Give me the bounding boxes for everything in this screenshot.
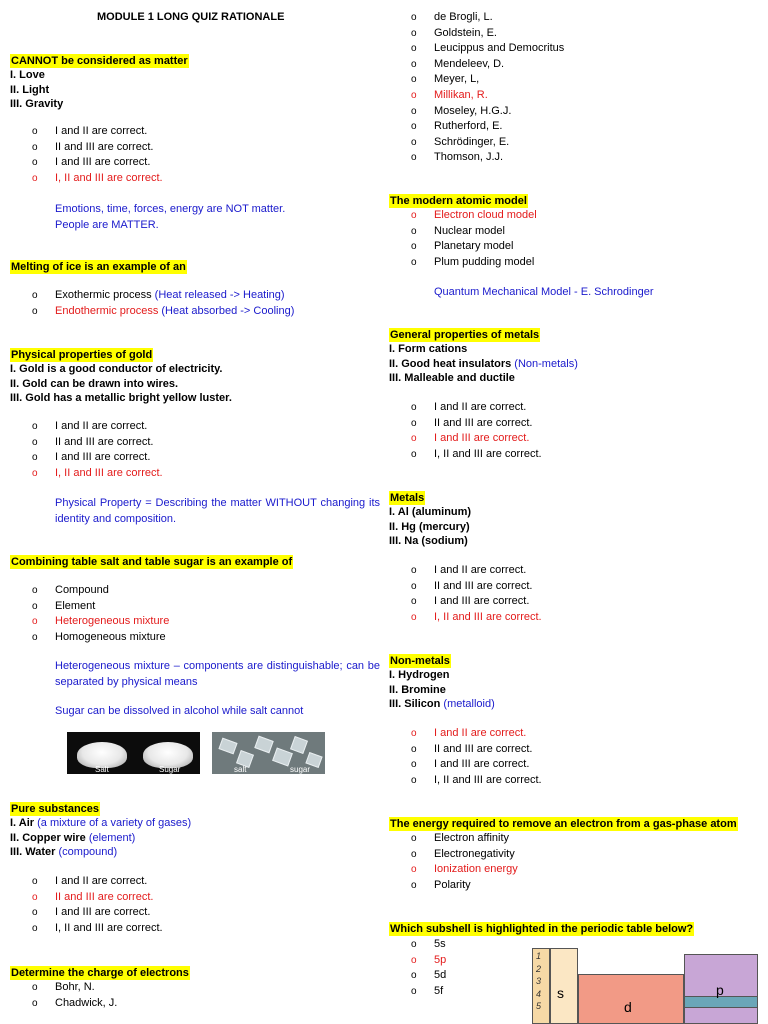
question-block-1: [10, 54, 189, 112]
option[interactable]: o I and III are correct.: [32, 905, 163, 921]
option-note: (Heat released -> Heating): [154, 289, 285, 301]
d-block-label: d: [624, 999, 632, 1015]
option[interactable]: o I and III are correct.: [411, 594, 542, 610]
crystal: [290, 736, 308, 754]
option[interactable]: o I and II are correct.: [32, 419, 163, 435]
statement: II. Hg (mercury): [389, 520, 470, 533]
option[interactable]: o Electronegativity: [411, 847, 518, 863]
option[interactable]: o Compound: [32, 583, 169, 599]
option[interactable]: o Polarity: [411, 878, 518, 894]
statement: [389, 342, 578, 357]
question-heading: General properties of metals: [390, 329, 540, 341]
explanation-line: People are MATTER.: [55, 218, 159, 231]
option[interactable]: o Schrödinger, E.: [411, 135, 564, 151]
option[interactable]: o I and III are correct.: [411, 757, 542, 773]
correct-option[interactable]: o Heterogeneous mixture: [32, 614, 169, 630]
image-label: Salt: [95, 765, 109, 774]
explanation-line: Emotions, time, forces, energy are NOT matter.: [55, 203, 286, 215]
option[interactable]: o I and II are correct.: [411, 563, 542, 579]
answer-options-8: [411, 400, 542, 462]
question-heading: The energy required to remove an electron from a gas-phase atom: [390, 818, 737, 830]
statement: [10, 831, 191, 846]
statement-note: (a mixture of a variety of gases): [37, 817, 192, 829]
statement-note: (compound): [58, 846, 118, 858]
page-title: MODULE 1 LONG QUIZ RATIONALE: [97, 11, 285, 23]
period-label: 5: [536, 1001, 542, 1011]
question-block-9: [389, 491, 471, 549]
correct-option[interactable]: o Electron cloud model: [411, 208, 537, 224]
crystal: [254, 736, 273, 754]
statement: [389, 697, 495, 712]
option[interactable]: o Chadwick, J.: [32, 996, 117, 1012]
correct-option[interactable]: o Ionization energy: [411, 862, 518, 878]
option[interactable]: o Planetary model: [411, 239, 537, 255]
salt-sugar-photo: [67, 732, 200, 774]
statement: [389, 668, 495, 683]
explanation: Sugar can be dissolved in alcohol while salt cannot: [55, 705, 304, 717]
answer-options-9: [411, 563, 542, 625]
question-heading: CANNOT be considered as matter: [11, 55, 188, 67]
option[interactable]: o II and III are correct.: [411, 579, 542, 595]
answer-options-3: [32, 419, 163, 481]
option[interactable]: o Electron affinity: [411, 831, 518, 847]
option[interactable]: o 5s: [411, 937, 446, 953]
option[interactable]: o II and III are correct.: [411, 416, 542, 432]
option[interactable]: o II and III are correct.: [32, 140, 163, 156]
question-block-7: [389, 194, 528, 208]
question-block-3: [10, 348, 232, 406]
statement-note: (element): [88, 831, 136, 844]
explanation: Physical Property = Describing the matter WITHOUT changing its identity and composition.: [55, 497, 380, 525]
question-block-11: [389, 817, 738, 831]
correct-option[interactable]: o I and III are correct.: [411, 431, 542, 447]
question-block-6: [10, 966, 190, 980]
correct-option[interactable]: o II and III are correct.: [32, 890, 163, 906]
statement-text: II. Bromine: [389, 683, 446, 696]
question-block-4: [10, 555, 293, 569]
correct-option[interactable]: o I, II and III are correct.: [32, 171, 163, 187]
statement: III. Gravity: [10, 98, 64, 110]
question-heading: Combining table salt and table sugar is an example of: [11, 556, 293, 568]
statement-text: III. Water: [10, 846, 59, 858]
answer-options-12: [411, 937, 446, 999]
option[interactable]: o de Brogli, L.: [411, 10, 564, 26]
statement-text: II. Good heat insulators: [389, 357, 515, 370]
question-block-5: [10, 802, 191, 860]
option[interactable]: o I and II are correct.: [411, 400, 542, 416]
image-label: salt: [234, 765, 247, 774]
option-text: Exothermic process: [55, 289, 155, 301]
statement: I. Al (aluminum): [389, 506, 472, 518]
answer-options-1: [32, 124, 163, 186]
question-heading: The modern atomic model: [390, 195, 527, 207]
option[interactable]: o I and III are correct.: [32, 450, 163, 466]
option[interactable]: o Plum pudding model: [411, 255, 537, 271]
explanation: Heterogeneous mixture – components are distinguishable; can be separated by physical means: [55, 660, 380, 688]
option[interactable]: o Meyer, L,: [411, 72, 564, 88]
p-block-label: p: [716, 982, 724, 998]
statement-text: I. Air: [10, 817, 38, 829]
option-note: (Heat absorbed -> Cooling): [161, 304, 295, 317]
question-heading: Melting of ice is an example of an: [11, 261, 186, 273]
option[interactable]: o Moseley, H.G.J.: [411, 104, 564, 120]
image-label: sugar: [290, 765, 311, 774]
option[interactable]: o I, II and III are correct.: [411, 773, 542, 789]
option[interactable]: o II and III are correct.: [32, 435, 163, 451]
statement-text: III. Silicon: [389, 698, 444, 710]
statement: III. Gold has a metallic bright yellow luster.: [10, 392, 232, 404]
option[interactable]: o I and II are correct.: [32, 124, 163, 140]
answer-options-6a: [32, 980, 117, 1011]
answer-options-4: [32, 583, 169, 645]
period-label: 3: [536, 976, 542, 986]
correct-option[interactable]: o 5p: [411, 953, 446, 969]
correct-option[interactable]: [32, 304, 294, 320]
answer-options-2: [32, 288, 294, 319]
statement: I. Gold is a good conductor of electricity.: [10, 363, 223, 375]
option[interactable]: o Mendeleev, D.: [411, 57, 564, 73]
answer-options-10: [411, 726, 542, 788]
statement: I. Love: [10, 69, 45, 81]
crystal-closeup-photo: [212, 732, 325, 774]
period-label: 4: [536, 988, 542, 999]
statement: III. Na (sodium): [389, 535, 468, 547]
statement-text: II. Copper wire: [10, 831, 89, 844]
period-label: 1: [536, 951, 542, 961]
option[interactable]: o II and III are correct.: [411, 742, 542, 758]
answer-options-5: [32, 874, 163, 936]
question-heading: Which subshell is highlighted in the periodic table below?: [390, 923, 694, 935]
s-block: [550, 948, 578, 1024]
question-heading: Metals: [390, 492, 425, 504]
statement-text: I. Hydrogen: [389, 669, 450, 681]
statement: II. Gold can be drawn into wires.: [10, 377, 179, 390]
correct-option[interactable]: o Millikan, R.: [411, 88, 564, 104]
option[interactable]: o I and III are correct.: [32, 155, 163, 171]
question-heading: Pure substances: [11, 803, 100, 815]
correct-option[interactable]: o I, II and III are correct.: [411, 610, 542, 626]
periodic-table-image: [532, 940, 758, 1024]
crystal: [272, 748, 293, 767]
statement-text: III. Malleable and ductile: [389, 372, 515, 384]
period-numbers: [536, 950, 541, 1013]
option[interactable]: o Bohr, N.: [32, 980, 117, 996]
question-block-2: [10, 260, 187, 274]
option[interactable]: [32, 288, 294, 304]
question-block-12: [389, 922, 694, 936]
explanation: [55, 202, 285, 233]
statement-note: (Non-metals): [514, 357, 578, 370]
statement: II. Light: [10, 83, 50, 96]
period-label: 2: [536, 963, 542, 974]
statement: [389, 371, 578, 386]
s-block-label: s: [557, 985, 564, 1001]
option[interactable]: o 5d: [411, 968, 446, 984]
question-block-10: [389, 654, 495, 712]
option[interactable]: o Goldstein, E.: [411, 26, 564, 42]
statement: [10, 816, 191, 831]
option[interactable]: o Element: [32, 599, 169, 615]
option[interactable]: o Leucippus and Democritus: [411, 41, 564, 57]
answer-options-7: [411, 208, 537, 270]
question-heading: Physical properties of gold: [11, 349, 153, 361]
option-text: Endothermic process: [55, 304, 162, 317]
option[interactable]: o I, II and III are correct.: [32, 921, 163, 937]
correct-option[interactable]: o I and II are correct.: [411, 726, 542, 742]
question-heading: Non-metals: [390, 655, 450, 667]
crystal: [218, 738, 237, 755]
statement: [10, 845, 191, 860]
correct-option[interactable]: o I, II and III are correct.: [32, 466, 163, 482]
image-label: Sugar: [159, 765, 181, 774]
option[interactable]: o Homogeneous mixture: [32, 630, 169, 646]
option[interactable]: o I and II are correct.: [32, 874, 163, 890]
answer-options-11: [411, 831, 518, 893]
explanation: Quantum Mechanical Model - E. Schrodinger: [434, 286, 654, 298]
option[interactable]: o Thomson, J.J.: [411, 150, 564, 166]
option[interactable]: o 5f: [411, 984, 446, 1000]
option[interactable]: o Nuclear model: [411, 224, 537, 240]
answer-options-6b: [411, 10, 564, 166]
statement: [389, 683, 495, 698]
statement-note: (metalloid): [443, 698, 495, 710]
option[interactable]: o I, II and III are correct.: [411, 447, 542, 463]
statement-text: I. Form cations: [389, 343, 468, 355]
option[interactable]: o Rutherford, E.: [411, 119, 564, 135]
question-block-8: [389, 328, 578, 386]
statement: [389, 357, 578, 372]
question-heading: Determine the charge of electrons: [11, 967, 189, 979]
